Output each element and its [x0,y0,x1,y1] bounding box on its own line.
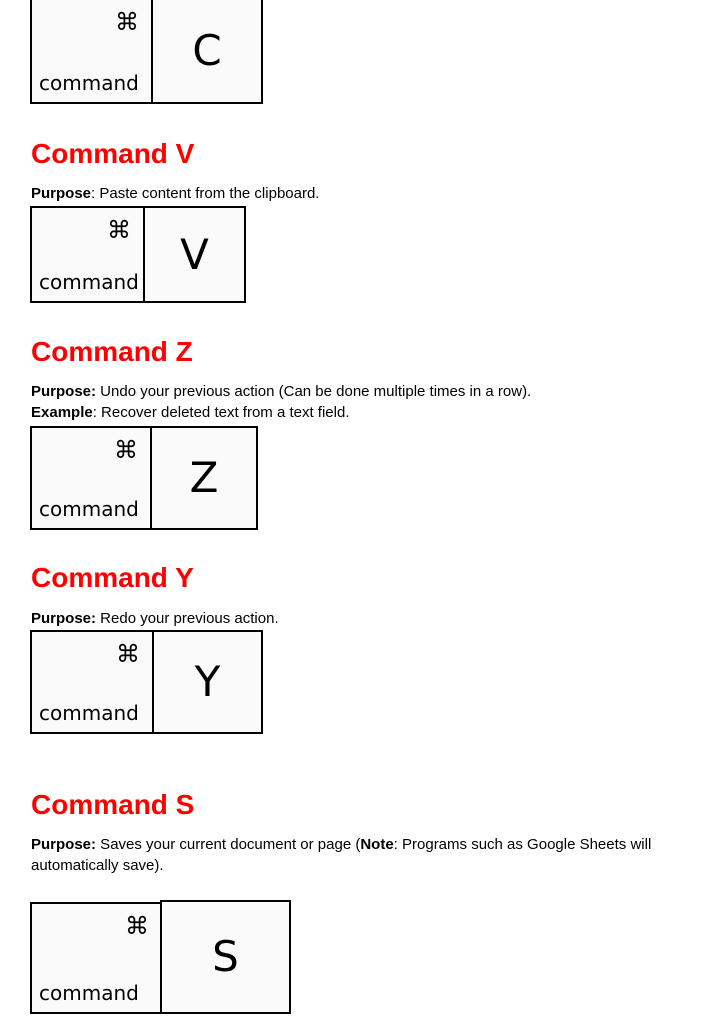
letter-key-v [143,206,246,303]
purpose-text: Undo your previous action (Can be done multiple times in a row). [96,383,532,400]
command-symbol-icon: ⌘ [107,216,131,244]
command-symbol-icon: ⌘ [116,640,140,668]
command-symbol-icon: ⌘ [115,8,139,36]
command-key-label: command [39,71,139,95]
section-title-command-z: Command Z [31,336,193,367]
note-label: Note [360,836,394,853]
command-key-label: command [39,981,139,1005]
command-key-z [30,426,152,530]
purpose-text: Saves your current document or page ( [96,836,361,853]
example-label: Example [31,404,93,421]
command-key-y [30,630,154,734]
letter-key-label: V [180,229,209,279]
command-key-label: command [39,497,139,521]
purpose-label: Purpose: [31,610,97,627]
command-symbol-icon: ⌘ [114,436,138,464]
letter-key-label: S [212,932,239,981]
command-symbol-icon: ⌘ [125,912,149,940]
example-text: : Recover deleted text from a text field. [92,404,350,421]
letter-key-label: Z [189,453,219,502]
purpose-text: Redo your previous action. [96,610,279,627]
letter-key-label: C [192,26,222,75]
section-title-command-v: Command V [31,138,195,169]
note-text: : Programs such as Google Sheets will automatically save). [31,836,652,874]
letter-key-y [152,630,263,734]
purpose-label: Purpose: [31,836,97,853]
purpose-line-y [31,608,691,629]
purpose-line-s [31,834,691,876]
purpose-label: Purpose: [31,383,97,400]
purpose-line-v [31,183,691,204]
example-line-z [31,402,691,423]
section-title-command-y: Command Y [31,562,194,593]
letter-key-z [150,426,258,530]
purpose-label: Purpose [31,185,92,202]
purpose-line-z [31,381,691,402]
command-key-v [30,206,145,303]
command-key-label: command [39,701,139,725]
command-key-label: command [39,270,139,294]
section-title-command-s: Command S [31,789,195,820]
command-key-s [30,902,163,1014]
letter-key-label: Y [194,657,221,706]
purpose-text: : Paste content from the clipboard. [91,185,320,202]
command-key-c [30,0,153,104]
letter-key-s [160,900,291,1014]
letter-key-c [151,0,263,104]
